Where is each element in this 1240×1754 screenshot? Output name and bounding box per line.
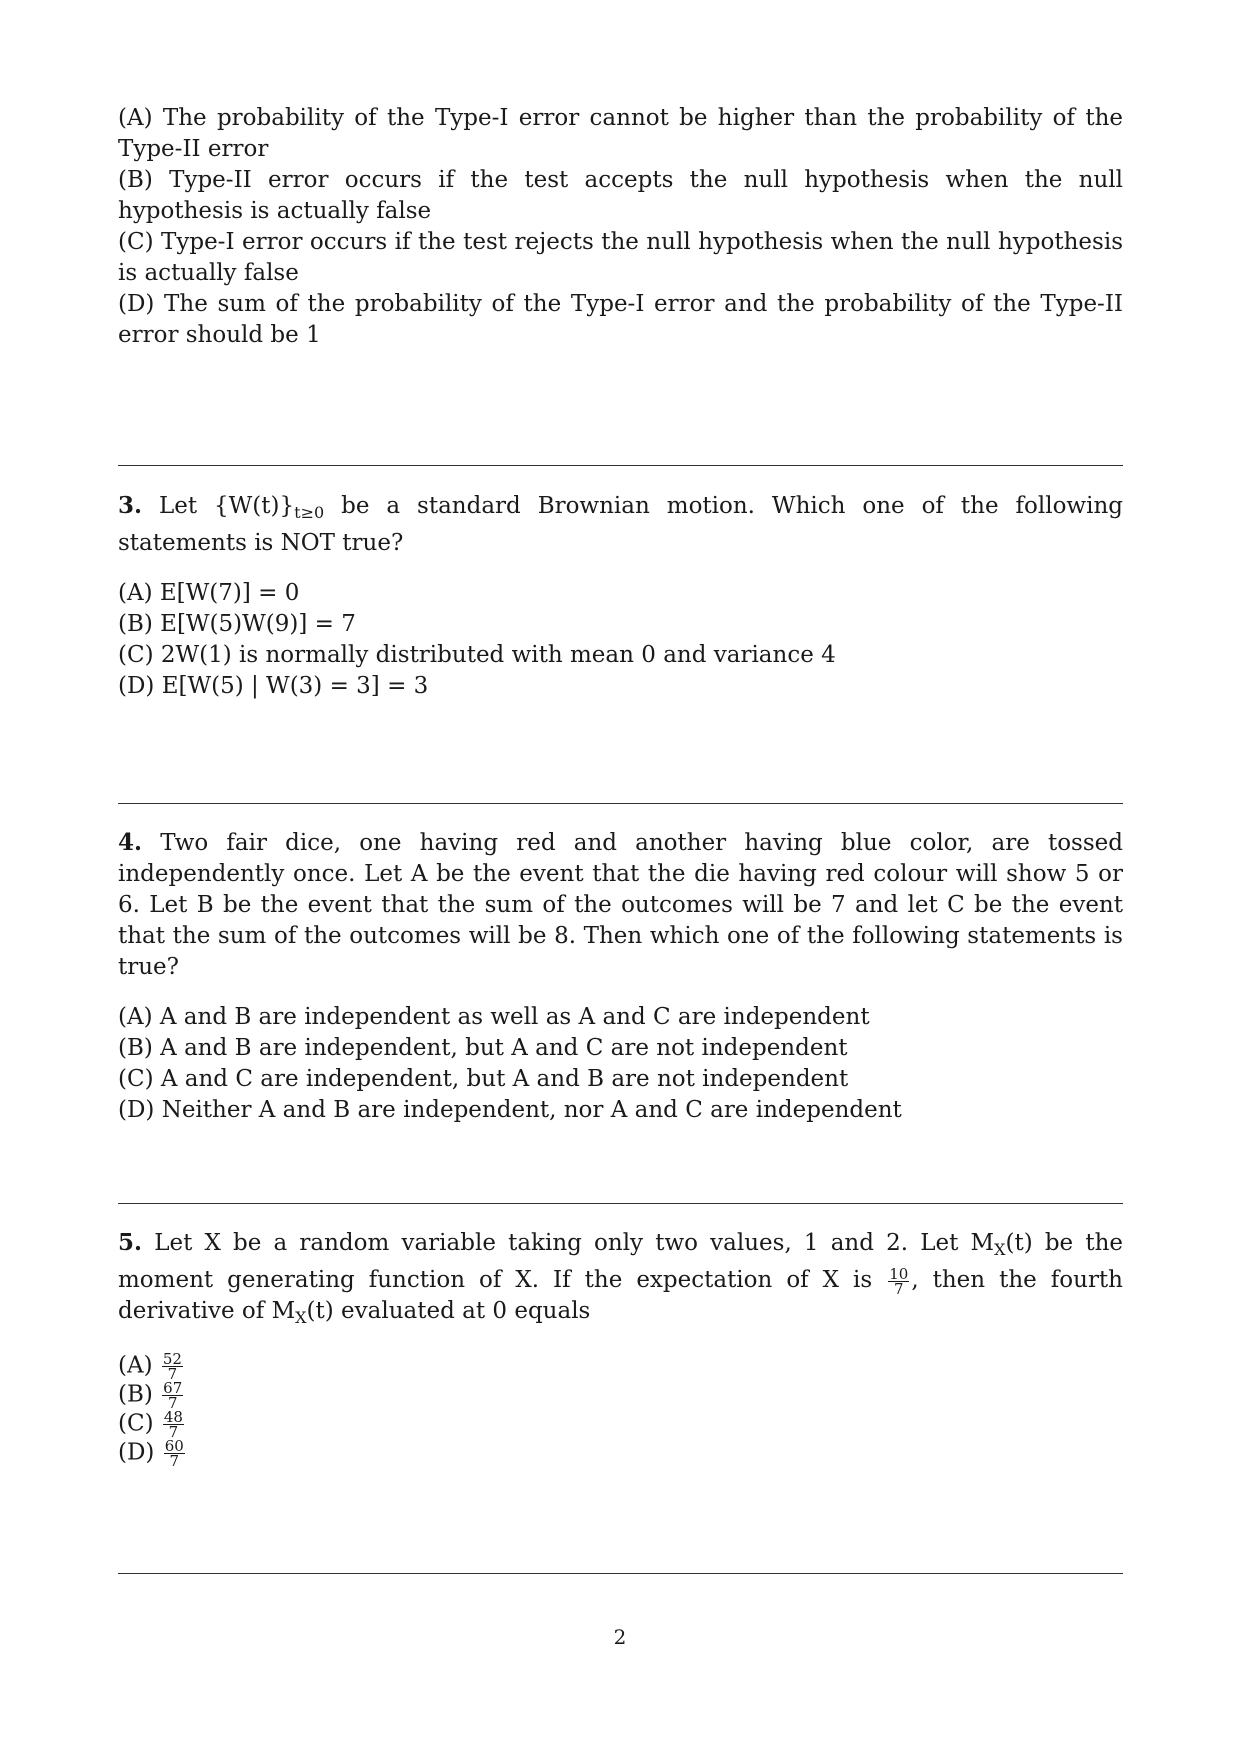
q3-stem-sub: t≥0 (294, 503, 325, 522)
q5-option-a-fraction (162, 1352, 183, 1381)
q2-option-a: (A) The probability of the Type-I error cannot be higher than the probability of the Type-II error (118, 105, 1131, 162)
q5-option-a-den: 7 (167, 1365, 178, 1383)
q2-option-b: (B) Type-II error occurs if the test accepts the null hypothesis when the null hypothesis is actually false (118, 167, 1131, 224)
divider-bottom (118, 1573, 1123, 1574)
q5-stem-part3: , then the fourth derivative of M (118, 1267, 1131, 1324)
q5-option-b-num: 67 (163, 1379, 183, 1397)
q5-option-d (118, 1439, 1123, 1468)
q5-stem-sub1: X (994, 1240, 1006, 1259)
q5-option-c-den: 7 (168, 1423, 179, 1441)
q2-option-c: (C) Type-I error occurs if the test rejects the null hypothesis when the null hypothesis is actually false (118, 229, 1131, 286)
q5-expectation-fraction (888, 1264, 909, 1298)
q5-option-b (118, 1381, 1123, 1410)
question-3 (118, 490, 1131, 702)
q3-option-a: (A) E[W(7)] = 0 (118, 580, 300, 606)
q5-option-d-fraction (164, 1439, 185, 1468)
q3-stem-post: be a standard Brownian motion. Which one of the following statements is NOT true? (118, 493, 1131, 556)
q5-option-d-num: 60 (164, 1437, 184, 1455)
q4-option-c: (C) A and C are independent, but A and B are not independent (118, 1066, 849, 1092)
q5-option-a (118, 1352, 1123, 1381)
q5-stem-part1: Let X be a random variable taking only two values, 1 and 2. Let M (154, 1230, 995, 1256)
q3-option-d: (D) E[W(5) | W(3) = 3] = 3 (118, 673, 429, 699)
q5-option-a-label: (A) (118, 1352, 153, 1379)
divider-q2-q3 (118, 465, 1123, 466)
question-4 (118, 827, 1131, 1126)
q5-stem-part2: (t) be the moment generating function of X. If the expectation of X is (118, 1230, 1131, 1293)
question-5 (118, 1227, 1131, 1470)
q4-stem (118, 827, 1131, 983)
q5-stem (118, 1227, 1131, 1333)
q5-option-c-num: 48 (163, 1408, 183, 1426)
q2-options (118, 103, 1131, 351)
q2-option-d: (D) The sum of the probability of the Type-I error and the probability of the Type-II error should be 1 (118, 291, 1131, 348)
q3-option-b: (B) E[W(5)W(9)] = 7 (118, 611, 356, 637)
q5-frac-num: 10 (889, 1264, 909, 1283)
q5-option-b-label: (B) (118, 1381, 153, 1408)
q5-options (118, 1352, 1123, 1468)
q3-stem (118, 490, 1131, 559)
q5-option-c (118, 1410, 1123, 1439)
q4-option-d: (D) Neither A and B are independent, nor A and C are independent (118, 1097, 902, 1123)
divider-q4-q5 (118, 1203, 1123, 1204)
q4-number: 4. (118, 829, 143, 856)
q3-options (118, 578, 1123, 702)
q4-option-a: (A) A and B are independent as well as A and C are independent (118, 1004, 870, 1030)
q5-frac-den: 7 (893, 1279, 904, 1298)
q3-option-c: (C) 2W(1) is normally distributed with mean 0 and variance 4 (118, 642, 836, 668)
q5-option-c-label: (C) (118, 1410, 154, 1437)
q3-stem-pre: Let {W(t)} (158, 493, 295, 519)
q5-option-d-label: (D) (118, 1439, 155, 1466)
q5-option-b-den: 7 (167, 1394, 178, 1412)
page-number: 2 (613, 1625, 627, 1649)
q5-stem-part4: (t) evaluated at 0 equals (306, 1298, 591, 1324)
divider-q3-q4 (118, 803, 1123, 804)
q4-stem-text: Two fair dice, one having red and another having blue color, are tossed independently once. Let A be the event that the die having red colour will show 5 or 6. Let B be the event that the sum of the outcomes will be 7 and let C be the event that the sum of the outcomes will be 8. Then which one of the following statements is true? (118, 830, 1131, 980)
q5-option-c-fraction (163, 1410, 184, 1439)
q3-number: 3. (118, 492, 143, 519)
q5-number: 5. (118, 1229, 143, 1256)
q5-stem-sub2: X (295, 1308, 307, 1327)
q5-option-d-den: 7 (169, 1452, 180, 1470)
q4-options (118, 1002, 1123, 1126)
q5-option-a-num: 52 (162, 1350, 182, 1368)
q4-option-b: (B) A and B are independent, but A and C are not independent (118, 1035, 848, 1061)
q5-option-b-fraction (162, 1381, 183, 1410)
